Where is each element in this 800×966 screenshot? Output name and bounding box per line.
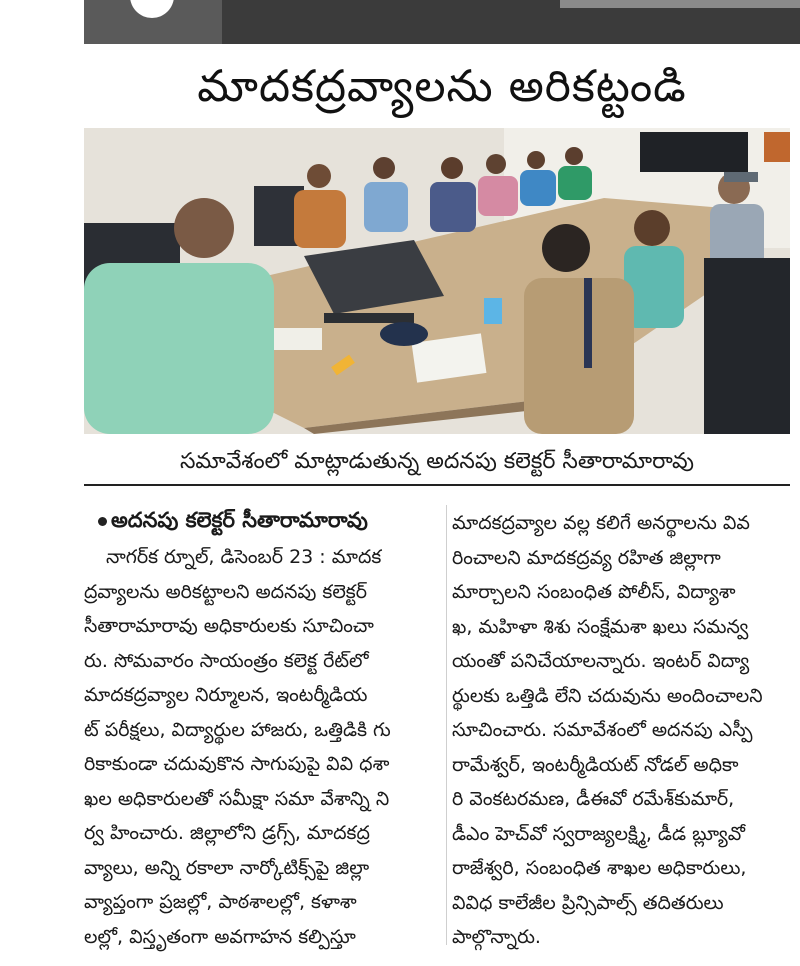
article-line: నాగర్‌క ర్నూల్, డిసెంబర్ 23 : మాదక — [106, 546, 382, 568]
article-line: రాజేశ్వరి, సంబంధిత శాఖల అధికారులు, — [452, 857, 747, 879]
article-line: మార్చాలని సంబంధిత పోలీస్, విద్యాశా — [452, 581, 736, 603]
article-line: డీఎం హెచ్‌వో స్వరాజ్యలక్ష్మి, డీడ బ్ల్యూవో — [452, 822, 745, 845]
article-line: ట్ పరీక్షలు, విద్యార్థుల హాజరు, ఒత్తిడికి గు — [84, 718, 391, 741]
article-line: రు. సోమవారం సాయంత్రం కలెక్ట రేట్‌లో — [84, 649, 369, 672]
article-line: వ్యాప్తంగా ప్రజల్లో, పాఠశాలల్లో, కళాశా — [84, 891, 357, 913]
article-line: ర్వ హించారు. జిల్లాలోని డ్రగ్స్, మాదకద్ర — [84, 822, 370, 844]
article-column-2 — [452, 506, 792, 955]
article-line: రామేశ్వర్, ఇంటర్మీడియట్ నోడల్ అధికా — [452, 753, 739, 776]
article-line: సీతారామారావు అధికారులకు సూచించా — [84, 615, 374, 637]
article-line: ఖల అధికారులతో సమీక్షా సమా వేశాన్ని ని — [84, 787, 390, 810]
meeting-photo-illustration — [84, 128, 790, 434]
article-line: మాదకద్రవ్యాల నిర్మూలన, ఇంటర్మీడియ — [84, 684, 368, 706]
article-line: ఖ, మహిళా శిశు సంక్షేమశా ఖలు సమన్వ — [452, 615, 749, 638]
byline-text: అదనపు కలెక్టర్ సీతారామారావు — [111, 508, 368, 532]
article-line: సూచించారు. సమావేశంలో అదనపు ఎస్పీ — [452, 719, 753, 741]
masthead-bar — [84, 0, 800, 44]
photo-caption: సమావేశంలో మాట్లాడుతున్న అదనపు కలెక్టర్ సీతారామారావు — [84, 440, 790, 486]
article-column-1 — [84, 540, 444, 954]
article-line: యంతో పనిచేయాలన్నారు. ఇంటర్ విద్యా — [452, 650, 750, 672]
article-line: రి వెంకటరమణ, డీఈవో రమేశ్‌కుమార్, — [452, 788, 735, 810]
article-line: ద్రవ్యాలను అరికట్టాలని అదనపు కలెక్టర్ — [84, 580, 367, 603]
news-photo — [84, 128, 790, 434]
header-stripe — [560, 0, 800, 8]
article-headline: మాదకద్రవ్యాలను అరికట్టండి — [197, 61, 687, 112]
byline — [98, 500, 438, 540]
section-logo-icon — [130, 0, 174, 18]
bullet-icon — [98, 517, 107, 526]
section-tab — [84, 0, 222, 44]
article-line: మాదకద్రవ్యాల వల్ల కలిగే అనర్థాలను వివ — [452, 512, 750, 534]
article-line: పాల్గొన్నారు. — [452, 926, 541, 948]
column-divider — [446, 505, 447, 945]
article-line: లల్లో, విస్తృతంగా అవగాహన కల్పిస్తూ — [84, 925, 356, 948]
article-line: రించాలని మాదకద్రవ్య రహిత జిల్లాగా — [452, 546, 721, 569]
article-line: రికాకుండా చదువుకొన సాగుపుపై వివి ధశా — [84, 753, 390, 775]
article-line: ర్థులకు ఒత్తిడి లేని చదువును అందించాలని — [452, 684, 763, 707]
article-line: వ్యాలు, అన్ని రకాలా నార్కోటిక్స్‌పై జిల్లా — [84, 856, 370, 879]
article-line: వివిధ కాలేజీల ప్రిన్సిపాల్స్ తదితరులు — [452, 891, 724, 914]
